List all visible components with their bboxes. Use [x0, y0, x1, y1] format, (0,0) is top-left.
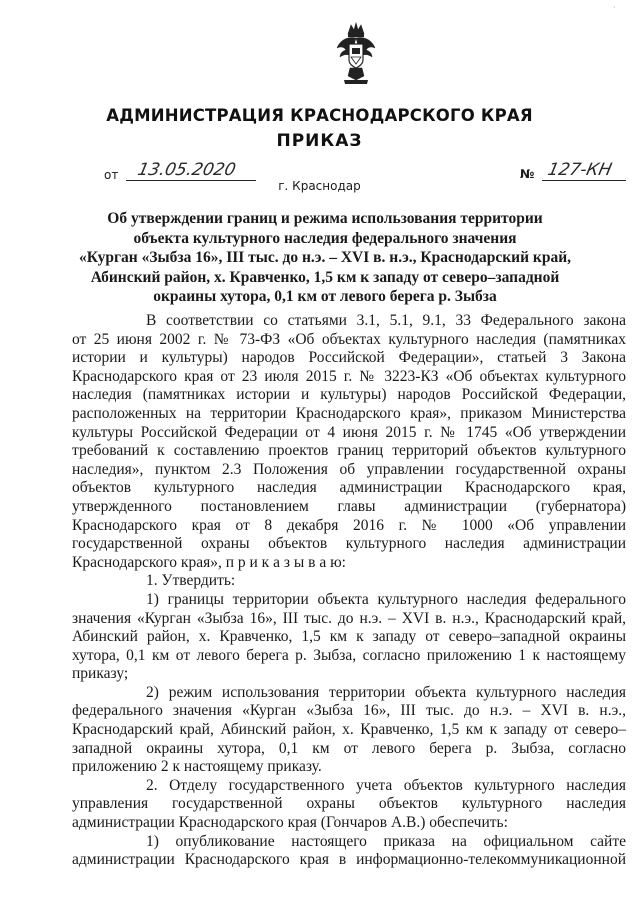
body-line: 2. Отделу государственного учета объектов культурного наследия [146, 776, 626, 794]
document-body [72, 312, 626, 870]
body-line: Абинский район, х. Кравченко, 1,5 км к западу от северо–западной окраины [72, 628, 626, 646]
krasnodar-coat-of-arms-icon [334, 20, 378, 86]
date-handwritten: 13.05.2020 [135, 160, 238, 180]
body-line: требований к составлению проектов границ территорий объектов культурного [72, 442, 626, 460]
body-line: приказу; [72, 665, 129, 683]
body-line: администрации Краснодарского края (Гончаров А.В.) обеспечить: [72, 814, 508, 832]
body-line: 1) опубликование настоящего приказа на официальном сайте [146, 832, 626, 850]
body-line: приложению 2 к настоящему приказу. [72, 758, 322, 776]
document-type: ПРИКАЗ [276, 131, 363, 151]
title-line: объекта культурного наследия федерального значения [133, 229, 517, 247]
body-line: культуры Российской Федерации от 4 июня 2015 г. № 1745 «Об утверждении [72, 423, 626, 441]
body-line: утвержденного постановлением главы администрации (губернатора) [72, 497, 626, 515]
date-prefix: от [104, 168, 119, 182]
body-line: 1) границы территории объекта культурного наследия федерального [146, 590, 626, 608]
body-line: федерального значения «Курган «Зыбза 16», III тыс. до н.э. – XVI в. н.э., [72, 702, 626, 720]
number-handwritten: 127-КН [545, 160, 614, 180]
body-line: истории и культуры) народов Российской Федерации», статьей 3 Закона [72, 349, 626, 367]
body-line: администрации Краснодарского края в информационно-телекоммуникационной [72, 851, 626, 869]
body-line: государственной охраны объектов культурного наследия администрации [72, 535, 626, 553]
document-title [70, 209, 580, 307]
body-line: объектов культурного наследия администрации Краснодарского края, [72, 479, 626, 497]
city: г. Краснодар [278, 179, 361, 193]
body-line: В соответствии со статьями 3.1, 5.1, 9.1, 33 Федерального закона [146, 312, 626, 329]
body-line: хутора, 0,1 км от левого берега р. Зыбза, согласно приложению 1 к настоящему [72, 646, 626, 664]
body-line: значения «Курган «Зыбза 16», III тыс. до н.э. – XVI в. н.э., Краснодарский край, [72, 609, 626, 627]
body-line: управления государственной охраны объектов культурного наследия [72, 795, 626, 813]
title-line: окраины хутора, 0,1 км от левого берега р. Зыбза [153, 288, 497, 306]
body-line: 2) режим использования территории объекта культурного наследия [146, 683, 626, 701]
number-prefix: № [520, 167, 535, 181]
title-line: Об утверждении границ и режима использования территории [107, 210, 543, 227]
title-line: Абинский район, х. Кравченко, 1,5 км к западу от северо–западной [90, 268, 560, 286]
body-line: от 25 июня 2002 г. № 73-ФЗ «Об объектах культурного наследия (памятниках [72, 330, 626, 348]
body-line: наследия (памятниках истории и культуры) народов Российской Федерации, [72, 386, 626, 404]
body-line: расположенных на территории Краснодарского края», приказом Министерства [72, 404, 626, 422]
body-line: Краснодарского края», п р и к а з ы в а ю: [72, 553, 346, 571]
body-line: Краснодарского края от 8 декабря 2016 г. № 1000 «Об управлении [72, 516, 626, 534]
body-line: западной окраины хутора, 0,1 км от левого берега р. Зыбза, согласно [72, 739, 626, 757]
body-line: 1. Утвердить: [146, 572, 236, 590]
scan-corner-mark: · [613, 3, 616, 12]
title-line: «Курган «Зыбза 16», III тыс. до н.э. – XVI в. н.э., Краснодарский край, [79, 249, 571, 267]
body-line: наследия», пунктом 2.3 Положения об управлении государственной охраны [72, 460, 626, 478]
body-line: Краснодарский край, Абинский район, х. Кравченко, 1,5 км к западу от северо– [72, 721, 626, 739]
body-line: Краснодарского края от 23 июля 2015 г. № 3223-КЗ «Об объектах культурного [72, 367, 626, 385]
organization-name: АДМИНИСТРАЦИЯ КРАСНОДАРСКОГО КРАЯ [106, 106, 533, 125]
